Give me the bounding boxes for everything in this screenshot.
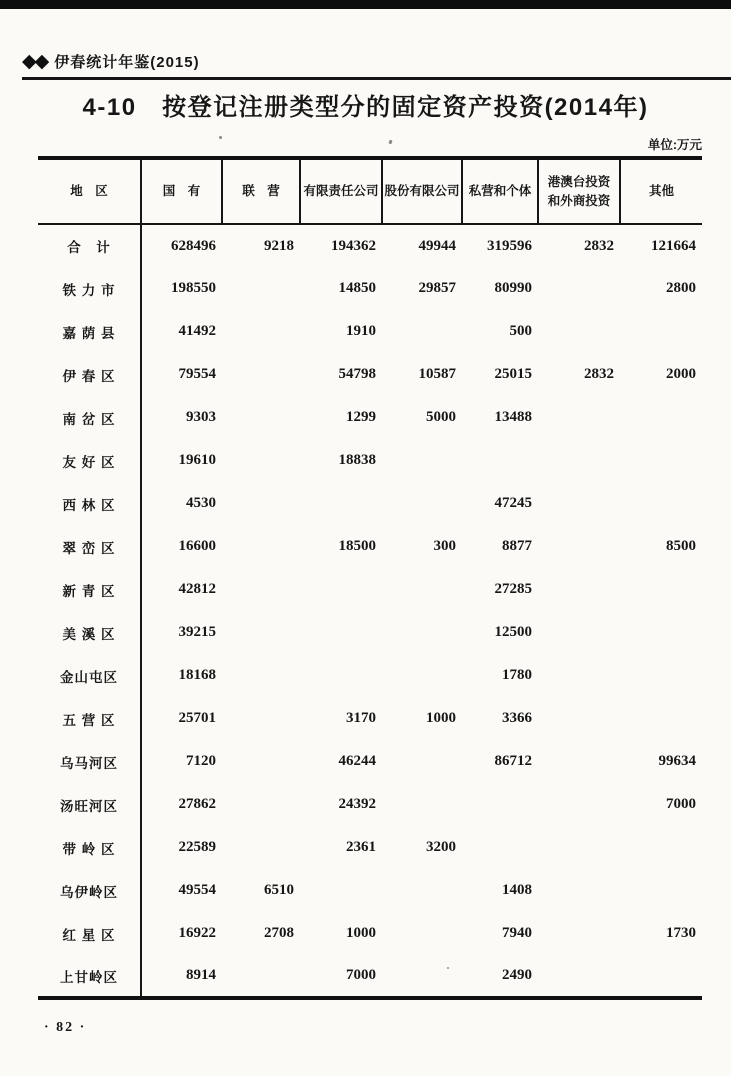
table-row [38,310,702,353]
value-cell: 628496 [171,237,216,254]
value-cell [382,439,462,482]
table-row [38,740,702,783]
diamond-icons: ◆◆ [22,51,48,72]
region-cell: 美 溪 区 [38,611,141,654]
value-cell: 3366 [502,710,532,726]
header-cell: 私营和个体 [462,158,538,224]
table-row [38,568,702,611]
value-cell [382,740,462,783]
region-cell: 铁 力 市 [38,267,141,310]
page-title: 4-10 按登记注册类型分的固定资产投资(2014年) [82,94,649,121]
value-cell: 6510 [264,882,294,898]
value-cell [222,740,300,783]
region-cell: 友 好 区 [38,439,141,482]
value-cell [222,826,300,869]
region-cell: 西 林 区 [38,482,141,525]
value-cell [620,568,702,611]
value-cell [538,310,620,353]
value-cell [538,697,620,740]
region-cell: 翠 峦 区 [38,525,141,568]
value-cell: 1910 [346,323,376,339]
header-cell: 港澳台投资 和外商投资 [538,158,620,224]
header-cell: 有限责任公司 [300,158,382,224]
value-cell: 1408 [502,882,532,898]
value-cell: 8914 [186,967,216,983]
value-cell: 46244 [338,753,376,769]
value-cell: 27862 [178,796,216,812]
value-cell: 29857 [418,280,456,296]
value-cell [382,654,462,697]
scan-speck [388,140,392,145]
value-cell [222,955,300,998]
table-row [38,826,702,869]
region-cell: 南 岔 区 [38,396,141,439]
value-cell: 3170 [346,710,376,726]
region-cell: 带 岭 区 [38,826,141,869]
value-cell: 80990 [494,280,532,296]
value-cell: 2800 [666,280,696,296]
value-cell [222,525,300,568]
value-cell: 14850 [338,280,376,296]
table-row [38,353,702,396]
header-cell: 其他 [620,158,702,224]
table-row [38,869,702,912]
value-cell: 99634 [658,753,696,769]
value-cell: 19610 [178,452,216,468]
value-cell: 12500 [494,624,532,640]
table-row [38,697,702,740]
value-cell: 47245 [494,495,532,511]
value-cell [538,654,620,697]
value-cell [300,869,382,912]
value-cell [620,654,702,697]
table-row [38,611,702,654]
value-cell [620,826,702,869]
value-cell: 9218 [264,237,294,254]
value-cell [538,267,620,310]
value-cell [382,869,462,912]
region-cell: 上甘岭区 [38,955,141,998]
value-cell: 1730 [666,925,696,941]
value-cell: 25701 [178,710,216,726]
value-cell: 300 [433,538,456,554]
value-cell [222,783,300,826]
value-cell: 2832 [584,366,614,382]
value-cell [620,439,702,482]
value-cell [222,568,300,611]
header-cell: 地 区 [38,158,141,224]
table-row [38,267,702,310]
region-cell: 乌马河区 [38,740,141,783]
value-cell [538,568,620,611]
value-cell [300,611,382,654]
table-row [38,783,702,826]
value-cell [538,783,620,826]
value-cell [620,611,702,654]
table-header [38,158,702,224]
value-cell [620,955,702,998]
value-cell: 194362 [331,237,376,254]
value-cell: 10587 [418,366,456,382]
value-cell: 86712 [494,753,532,769]
value-cell [538,439,620,482]
value-cell: 5000 [426,409,456,425]
header-cell: 股份有限公司 [382,158,462,224]
scan-edge-strip [0,0,731,9]
table-body [38,224,702,998]
value-cell [222,654,300,697]
value-cell [620,396,702,439]
value-cell [462,783,538,826]
value-cell: 1000 [346,925,376,941]
value-cell: 27285 [494,581,532,597]
region-cell: 伊 春 区 [38,353,141,396]
value-cell [538,826,620,869]
value-cell: 1299 [346,409,376,425]
value-cell [538,611,620,654]
value-cell: 7000 [346,967,376,983]
value-cell [620,697,702,740]
unit-label: 单位:万元 [647,138,702,152]
value-cell: 7940 [502,925,532,941]
header-cell: 联 营 [222,158,300,224]
value-cell: 24392 [338,796,376,812]
region-cell: 合 计 [38,224,141,267]
value-cell: 198550 [171,280,216,296]
yearbook-banner [22,51,200,72]
table-row [38,654,702,697]
region-cell: 金山屯区 [38,654,141,697]
value-cell: 22589 [178,839,216,855]
table-row [38,912,702,955]
value-cell [222,697,300,740]
value-cell: 18838 [338,452,376,468]
scan-speck [219,136,222,139]
value-cell: 2490 [502,967,532,983]
region-cell: 红 星 区 [38,912,141,955]
value-cell [620,310,702,353]
table-row [38,396,702,439]
value-cell: 18500 [338,538,376,554]
value-cell: 9303 [186,409,216,425]
value-cell: 39215 [178,624,216,640]
value-cell [538,396,620,439]
value-cell [382,783,462,826]
value-cell [382,611,462,654]
value-cell [382,912,462,955]
value-cell: 8500 [666,538,696,554]
region-cell: 汤旺河区 [38,783,141,826]
value-cell [382,310,462,353]
table-row [38,224,702,267]
value-cell [222,310,300,353]
value-cell: 2000 [666,366,696,382]
value-cell: 1000 [426,710,456,726]
banner-divider [22,77,731,80]
value-cell [462,826,538,869]
value-cell [222,267,300,310]
value-cell: 79554 [178,366,216,382]
value-cell: 121664 [651,237,696,254]
stat-table [38,156,702,1000]
value-cell [462,439,538,482]
region-cell: 五 营 区 [38,697,141,740]
value-cell [538,525,620,568]
value-cell: 41492 [178,323,216,339]
value-cell: 2361 [346,839,376,855]
value-cell [300,568,382,611]
table-row [38,439,702,482]
value-cell: 8877 [502,538,532,554]
value-cell: 25015 [494,366,532,382]
value-cell: 42812 [178,581,216,597]
value-cell [222,439,300,482]
value-cell: 18168 [178,667,216,683]
page-number: · 82 · [44,1020,87,1035]
value-cell [382,482,462,525]
value-cell [538,955,620,998]
table-header-row [38,158,702,224]
value-cell: 16600 [178,538,216,554]
value-cell: 7120 [186,753,216,769]
value-cell [620,869,702,912]
value-cell [222,353,300,396]
scan-speck [447,967,449,969]
table-row [38,482,702,525]
yearbook-title: 伊春统计年鉴(2015) [54,54,200,71]
table-row [38,955,702,998]
value-cell: 2832 [584,237,614,254]
value-cell: 319596 [487,237,532,254]
value-cell: 2708 [264,925,294,941]
value-cell [620,482,702,525]
value-cell [538,912,620,955]
region-cell: 乌伊岭区 [38,869,141,912]
value-cell: 3200 [426,839,456,855]
value-cell: 1780 [502,667,532,683]
value-cell [538,740,620,783]
value-cell [222,396,300,439]
value-cell: 49944 [418,237,456,254]
value-cell: 16922 [178,925,216,941]
value-cell [538,869,620,912]
value-cell [300,654,382,697]
table-row [38,525,702,568]
value-cell [222,482,300,525]
value-cell [538,482,620,525]
value-cell [382,568,462,611]
value-cell: 500 [509,323,532,339]
value-cell: 49554 [178,882,216,898]
value-cell: 13488 [494,409,532,425]
region-cell: 嘉 荫 县 [38,310,141,353]
value-cell [300,482,382,525]
value-cell: 4530 [186,495,216,511]
value-cell [382,955,462,998]
region-cell: 新 青 区 [38,568,141,611]
value-cell: 54798 [338,366,376,382]
header-cell: 国 有 [141,158,222,224]
value-cell [222,611,300,654]
value-cell: 7000 [666,796,696,812]
